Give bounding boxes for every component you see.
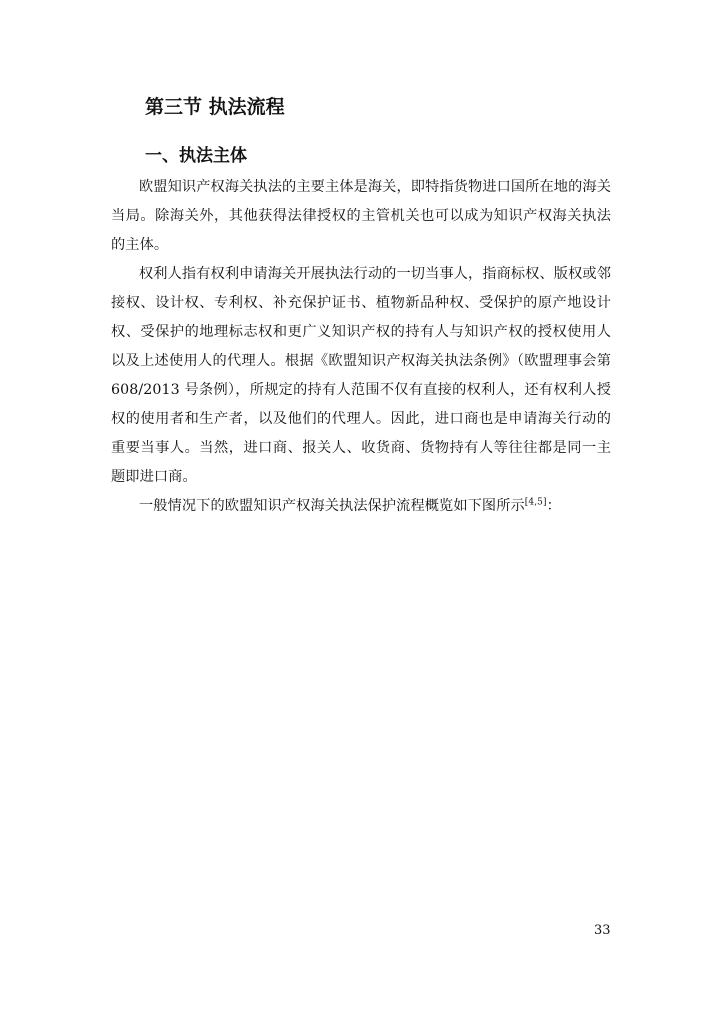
process-overview-ending: ： [546, 498, 561, 514]
subsection-title: 一、执法主体 [145, 146, 247, 166]
paragraph-right-holder: 权利人指有权利申请海关开展执法行动的一切当事人，指商标权、版权或邻接权、设计权、专利权、补充保护证书、植物新品种权、受保护的原产地设计权、受保护的地理标志权和更广义知识产权的持有人与知识产权的授权使用人以及上述使用人的代理人。根据《欧盟知识产权海关执法条例》（欧盟理事会第608/2013 号条例），所规定的持有人范围不仅有直接的权利人，还有权利人授权的使用者和生产者，以及他们的代理人。因此，进口商也是申请海关行动的重要当事人。当然，进口商、报关人、收货商、货物持有人等往往都是同一主题即进口商。 [111, 266, 611, 485]
section-title: 第三节 执法流程 [145, 96, 285, 118]
citation-reference[interactable]: [4,5] [524, 497, 547, 508]
paragraph-process-overview [111, 492, 611, 521]
process-overview-text: 一般情况下的欧盟知识产权海关执法保护流程概览如下图所示 [139, 498, 525, 514]
body-text [111, 173, 611, 521]
page-number: 33 [594, 923, 611, 938]
paragraph-enforcement-subject: 欧盟知识产权海关执法的主要主体是海关，即特指货物进口国所在地的海关当局。除海关外，其他获得法律授权的主管机关也可以成为知识产权海关执法的主体。 [111, 179, 611, 253]
